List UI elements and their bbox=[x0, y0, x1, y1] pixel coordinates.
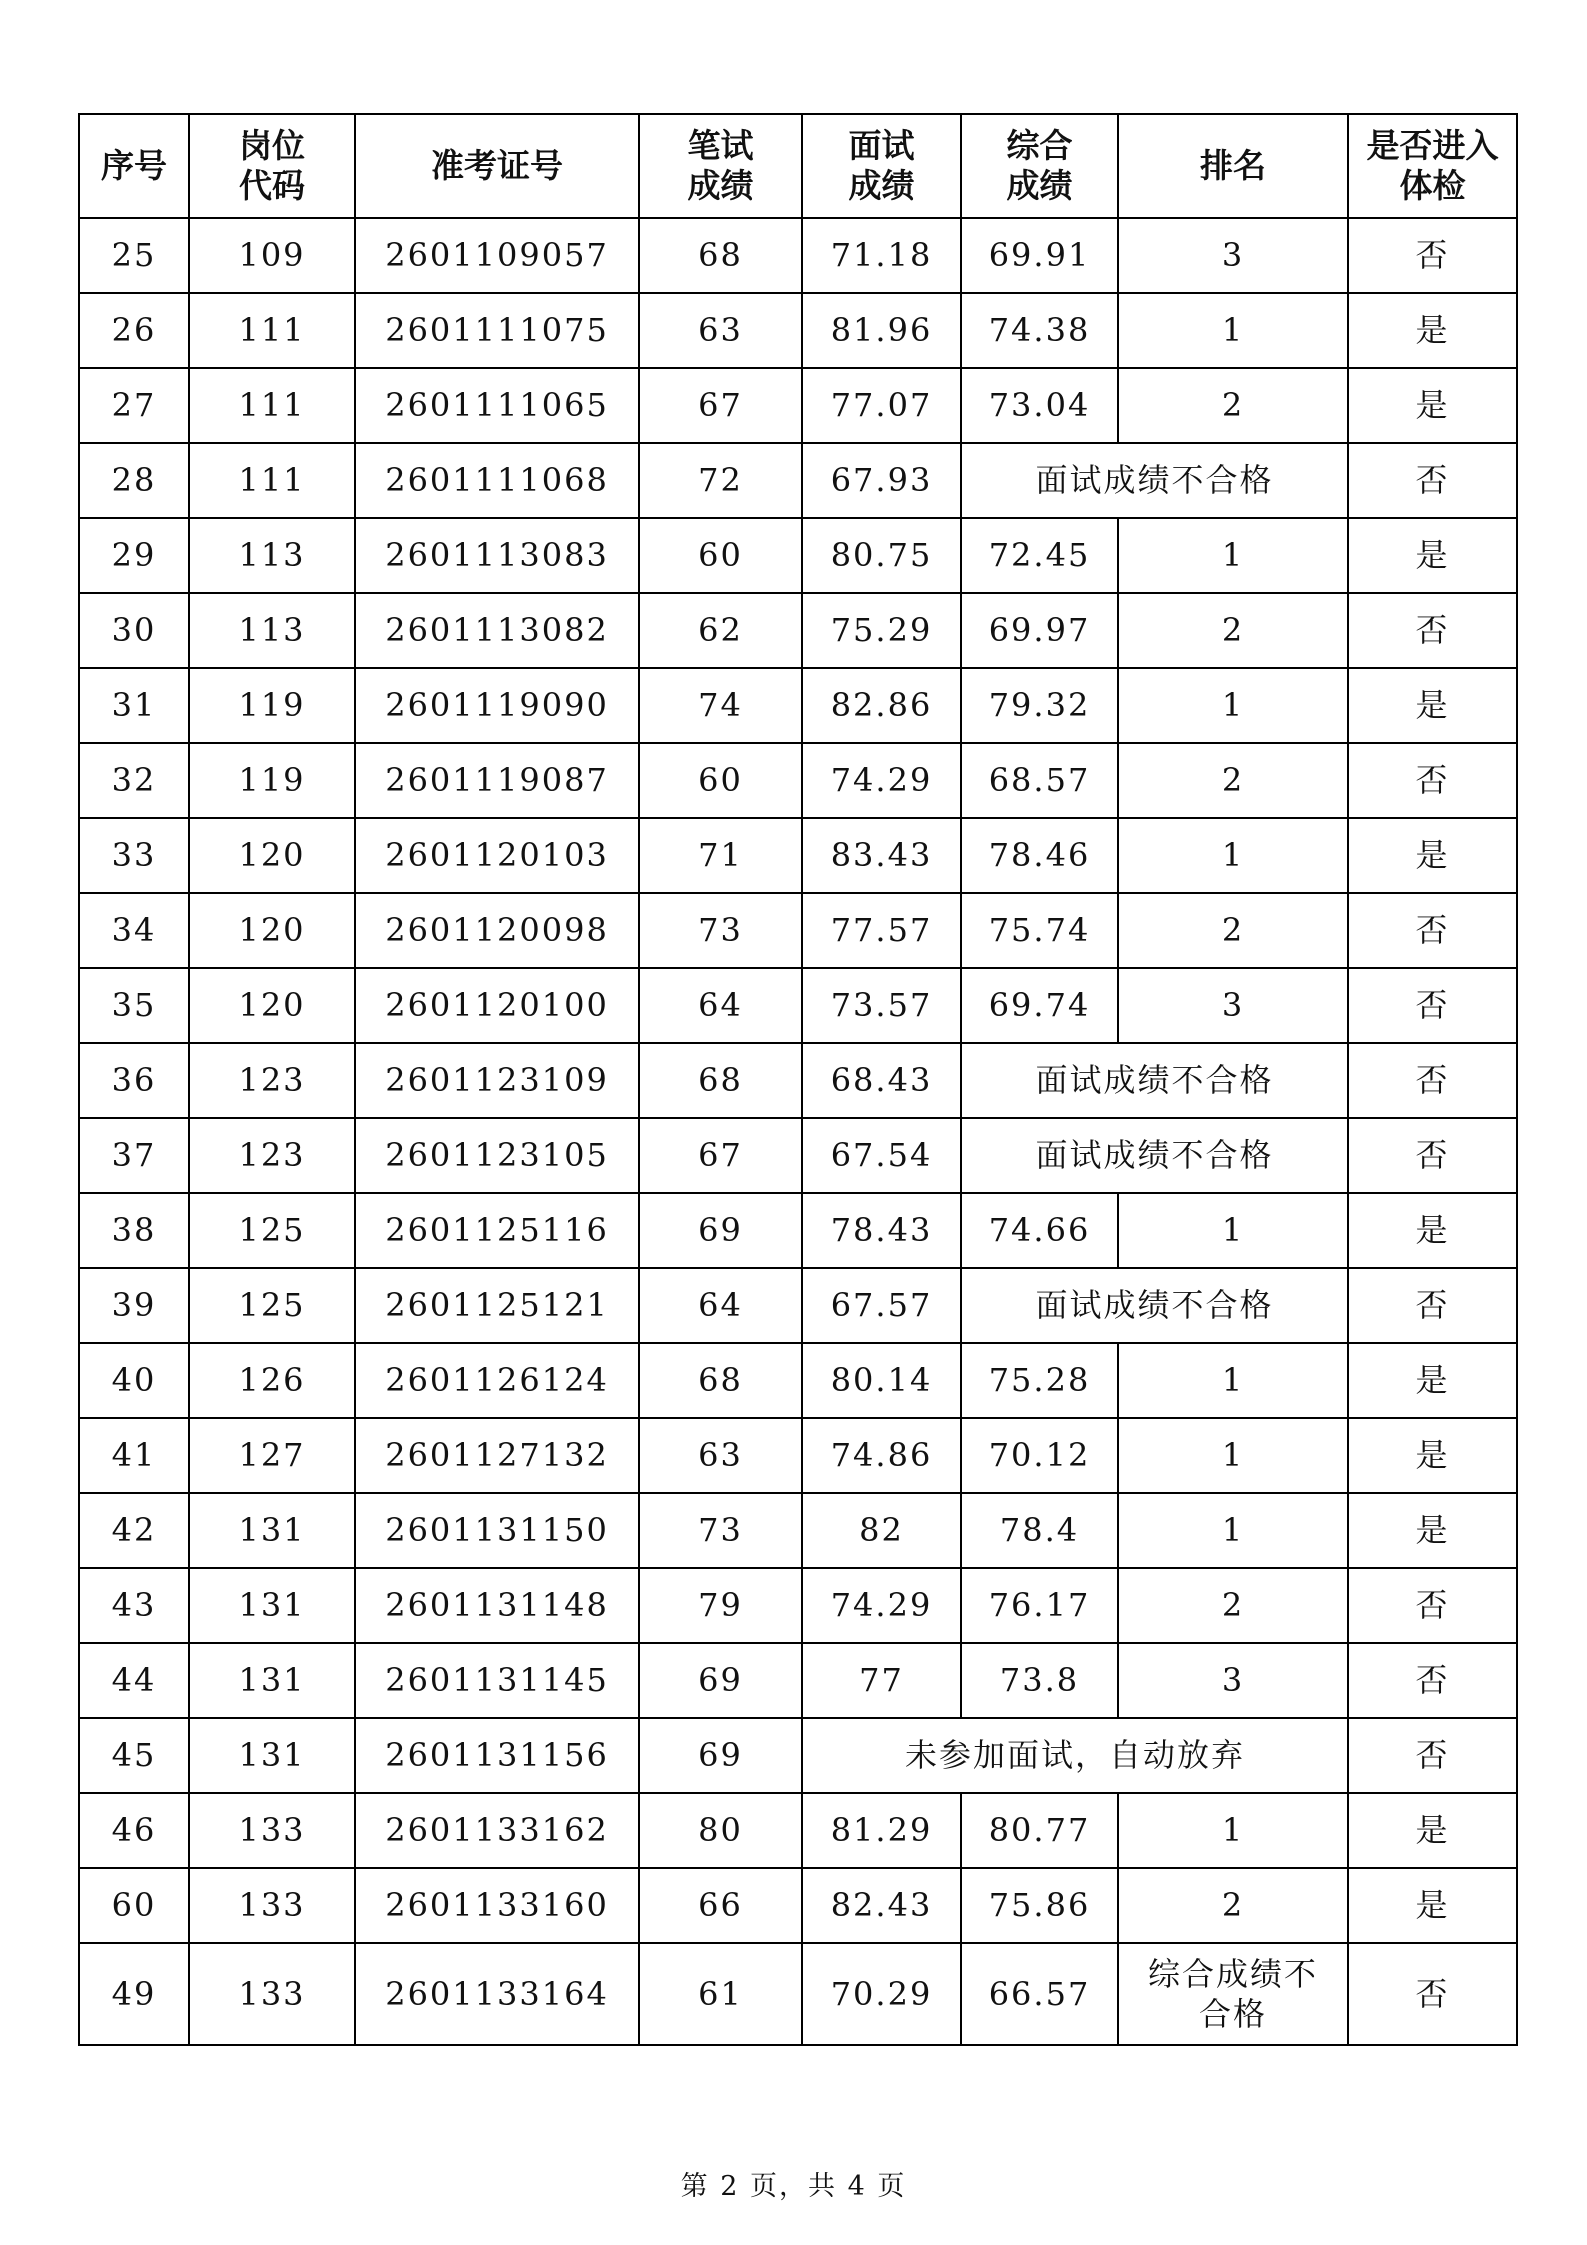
table-row bbox=[79, 1793, 1517, 1868]
cell-ticket: 2601119087 bbox=[355, 743, 639, 818]
col-total bbox=[961, 114, 1118, 218]
cell-seq: 36 bbox=[79, 1043, 189, 1118]
cell-written: 60 bbox=[639, 518, 802, 593]
cell-interview: 74.29 bbox=[802, 1568, 961, 1643]
cell-rank: 3 bbox=[1118, 1643, 1348, 1718]
cell-ticket: 2601123105 bbox=[355, 1118, 639, 1193]
cell-exam: 是 bbox=[1348, 1793, 1517, 1868]
cell-written: 63 bbox=[639, 293, 802, 368]
cell-exam: 否 bbox=[1348, 743, 1517, 818]
col-interview bbox=[802, 114, 961, 218]
table-row bbox=[79, 1043, 1517, 1118]
table-row bbox=[79, 1943, 1517, 2045]
cell-post-code: 131 bbox=[189, 1718, 355, 1793]
cell-ticket: 2601133160 bbox=[355, 1868, 639, 1943]
cell-ticket: 2601119090 bbox=[355, 668, 639, 743]
cell-seq: 25 bbox=[79, 218, 189, 293]
cell-post-code: 127 bbox=[189, 1418, 355, 1493]
cell-post-code: 131 bbox=[189, 1493, 355, 1568]
cell-interview: 80.14 bbox=[802, 1343, 961, 1418]
cell-post-code: 113 bbox=[189, 518, 355, 593]
cell-seq: 41 bbox=[79, 1418, 189, 1493]
cell-exam: 否 bbox=[1348, 593, 1517, 668]
cell-interview: 75.29 bbox=[802, 593, 961, 668]
table-row bbox=[79, 593, 1517, 668]
cell-post-code: 120 bbox=[189, 818, 355, 893]
cell-post-code: 120 bbox=[189, 968, 355, 1043]
table-row bbox=[79, 443, 1517, 518]
cell-exam: 否 bbox=[1348, 1643, 1517, 1718]
cell-exam: 是 bbox=[1348, 1418, 1517, 1493]
cell-post-code: 131 bbox=[189, 1568, 355, 1643]
table-row bbox=[79, 1568, 1517, 1643]
cell-ticket: 2601127132 bbox=[355, 1418, 639, 1493]
cell-ticket: 2601109057 bbox=[355, 218, 639, 293]
cell-post-code: 119 bbox=[189, 743, 355, 818]
cell-ticket: 2601111068 bbox=[355, 443, 639, 518]
cell-ticket: 2601120100 bbox=[355, 968, 639, 1043]
cell-interview: 81.29 bbox=[802, 1793, 961, 1868]
cell-post-code: 125 bbox=[189, 1268, 355, 1343]
cell-interview: 82.43 bbox=[802, 1868, 961, 1943]
cell-exam: 否 bbox=[1348, 893, 1517, 968]
cell-interview: 73.57 bbox=[802, 968, 961, 1043]
cell-ticket: 2601125121 bbox=[355, 1268, 639, 1343]
cell-ticket: 2601126124 bbox=[355, 1343, 639, 1418]
cell-post-code: 133 bbox=[189, 1868, 355, 1943]
cell-written: 69 bbox=[639, 1193, 802, 1268]
cell-written: 71 bbox=[639, 818, 802, 893]
cell-ticket: 2601123109 bbox=[355, 1043, 639, 1118]
table-row bbox=[79, 1418, 1517, 1493]
cell-rank: 1 bbox=[1118, 1493, 1348, 1568]
cell-ticket: 2601131156 bbox=[355, 1718, 639, 1793]
cell-seq: 33 bbox=[79, 818, 189, 893]
cell-total: 72.45 bbox=[961, 518, 1118, 593]
cell-interview: 78.43 bbox=[802, 1193, 961, 1268]
cell-seq: 45 bbox=[79, 1718, 189, 1793]
cell-exam: 是 bbox=[1348, 1343, 1517, 1418]
cell-post-code: 111 bbox=[189, 443, 355, 518]
score-table bbox=[78, 113, 1518, 2046]
cell-seq: 32 bbox=[79, 743, 189, 818]
cell-rank bbox=[1118, 1943, 1348, 2045]
cell-post-code: 111 bbox=[189, 368, 355, 443]
cell-seq: 43 bbox=[79, 1568, 189, 1643]
cell-exam: 是 bbox=[1348, 818, 1517, 893]
cell-written: 73 bbox=[639, 1493, 802, 1568]
cell-ticket: 2601111075 bbox=[355, 293, 639, 368]
cell-written: 67 bbox=[639, 1118, 802, 1193]
cell-seq: 27 bbox=[79, 368, 189, 443]
table-row bbox=[79, 1193, 1517, 1268]
cell-total: 76.17 bbox=[961, 1568, 1118, 1643]
cell-seq: 38 bbox=[79, 1193, 189, 1268]
cell-ticket: 2601133162 bbox=[355, 1793, 639, 1868]
cell-rank: 1 bbox=[1118, 1343, 1348, 1418]
cell-total: 74.38 bbox=[961, 293, 1118, 368]
cell-exam: 是 bbox=[1348, 1493, 1517, 1568]
cell-exam: 否 bbox=[1348, 1118, 1517, 1193]
cell-exam: 否 bbox=[1348, 1943, 1517, 2045]
cell-post-code: 123 bbox=[189, 1118, 355, 1193]
cell-total: 73.8 bbox=[961, 1643, 1118, 1718]
cell-exam: 是 bbox=[1348, 518, 1517, 593]
cell-interview: 71.18 bbox=[802, 218, 961, 293]
cell-interview: 82 bbox=[802, 1493, 961, 1568]
cell-exam: 是 bbox=[1348, 1193, 1517, 1268]
cell-rank: 1 bbox=[1118, 518, 1348, 593]
col-interview-line2: 成绩 bbox=[848, 166, 915, 205]
cell-ticket: 2601131145 bbox=[355, 1643, 639, 1718]
cell-post-code: 120 bbox=[189, 893, 355, 968]
cell-interview: 83.43 bbox=[802, 818, 961, 893]
cell-rank: 3 bbox=[1118, 968, 1348, 1043]
cell-written: 74 bbox=[639, 668, 802, 743]
cell-written: 64 bbox=[639, 968, 802, 1043]
table-row bbox=[79, 1718, 1517, 1793]
cell-total: 69.74 bbox=[961, 968, 1118, 1043]
cell-ticket: 2601120098 bbox=[355, 893, 639, 968]
cell-total: 80.77 bbox=[961, 1793, 1118, 1868]
cell-written: 61 bbox=[639, 1943, 802, 2045]
cell-seq: 60 bbox=[79, 1868, 189, 1943]
cell-total: 75.74 bbox=[961, 893, 1118, 968]
cell-written: 60 bbox=[639, 743, 802, 818]
cell-written: 69 bbox=[639, 1718, 802, 1793]
cell-post-code: 133 bbox=[189, 1943, 355, 2045]
table-row bbox=[79, 1868, 1517, 1943]
cell-rank: 1 bbox=[1118, 1193, 1348, 1268]
cell-rank: 2 bbox=[1118, 368, 1348, 443]
cell-post-code: 126 bbox=[189, 1343, 355, 1418]
header-row bbox=[79, 114, 1517, 218]
cell-written: 80 bbox=[639, 1793, 802, 1868]
col-exam bbox=[1348, 114, 1517, 218]
cell-exam: 否 bbox=[1348, 1043, 1517, 1118]
cell-post-code: 119 bbox=[189, 668, 355, 743]
cell-total: 69.91 bbox=[961, 218, 1118, 293]
table-row bbox=[79, 218, 1517, 293]
cell-total: 75.28 bbox=[961, 1343, 1118, 1418]
cell-ticket: 2601125116 bbox=[355, 1193, 639, 1268]
cell-rank: 2 bbox=[1118, 1868, 1348, 1943]
cell-total: 78.46 bbox=[961, 818, 1118, 893]
cell-total: 68.57 bbox=[961, 743, 1118, 818]
cell-seq: 42 bbox=[79, 1493, 189, 1568]
cell-seq: 34 bbox=[79, 893, 189, 968]
table-row bbox=[79, 1493, 1517, 1568]
table-row bbox=[79, 1343, 1517, 1418]
col-post-code bbox=[189, 114, 355, 218]
cell-interview: 67.54 bbox=[802, 1118, 961, 1193]
cell-written: 68 bbox=[639, 1043, 802, 1118]
cell-exam: 否 bbox=[1348, 968, 1517, 1043]
cell-rank: 2 bbox=[1118, 1568, 1348, 1643]
cell-exam: 否 bbox=[1348, 1718, 1517, 1793]
cell-seq: 40 bbox=[79, 1343, 189, 1418]
cell-exam: 是 bbox=[1348, 1868, 1517, 1943]
col-seq: 序号 bbox=[79, 114, 189, 218]
col-interview-line1: 面试 bbox=[848, 126, 915, 166]
cell-seq: 31 bbox=[79, 668, 189, 743]
col-written bbox=[639, 114, 802, 218]
table-body bbox=[79, 218, 1517, 2045]
cell-total: 75.86 bbox=[961, 1868, 1118, 1943]
cell-exam: 是 bbox=[1348, 668, 1517, 743]
cell-ticket: 2601131150 bbox=[355, 1493, 639, 1568]
cell-written: 79 bbox=[639, 1568, 802, 1643]
table-row bbox=[79, 668, 1517, 743]
cell-interview: 80.75 bbox=[802, 518, 961, 593]
cell-interview: 74.86 bbox=[802, 1418, 961, 1493]
table-row bbox=[79, 518, 1517, 593]
cell-post-code: 133 bbox=[189, 1793, 355, 1868]
cell-interview: 77.57 bbox=[802, 893, 961, 968]
table-row bbox=[79, 968, 1517, 1043]
cell-seq: 29 bbox=[79, 518, 189, 593]
cell-seq: 49 bbox=[79, 1943, 189, 2045]
table-row bbox=[79, 743, 1517, 818]
table-row bbox=[79, 1118, 1517, 1193]
table-row bbox=[79, 1643, 1517, 1718]
cell-interview: 74.29 bbox=[802, 743, 961, 818]
cell-seq: 37 bbox=[79, 1118, 189, 1193]
cell-rank-text: 综合成绩不合格 bbox=[1147, 1955, 1318, 2033]
cell-total: 70.12 bbox=[961, 1418, 1118, 1493]
cell-interview: 81.96 bbox=[802, 293, 961, 368]
cell-rank: 2 bbox=[1118, 743, 1348, 818]
col-written-line1: 笔试 bbox=[687, 126, 754, 166]
cell-seq: 35 bbox=[79, 968, 189, 1043]
cell-seq: 30 bbox=[79, 593, 189, 668]
col-post-code-line1: 岗位 bbox=[239, 126, 305, 166]
col-post-code-line2: 代码 bbox=[239, 166, 305, 205]
cell-rank: 2 bbox=[1118, 593, 1348, 668]
table-row bbox=[79, 368, 1517, 443]
cell-written: 63 bbox=[639, 1418, 802, 1493]
cell-ticket: 2601120103 bbox=[355, 818, 639, 893]
cell-ticket: 2601131148 bbox=[355, 1568, 639, 1643]
cell-written: 62 bbox=[639, 593, 802, 668]
cell-rank: 1 bbox=[1118, 293, 1348, 368]
cell-total: 74.66 bbox=[961, 1193, 1118, 1268]
cell-exam: 是 bbox=[1348, 368, 1517, 443]
cell-fail-note: 面试成绩不合格 bbox=[961, 1043, 1348, 1118]
cell-rank: 1 bbox=[1118, 1418, 1348, 1493]
cell-total: 69.97 bbox=[961, 593, 1118, 668]
cell-post-code: 109 bbox=[189, 218, 355, 293]
cell-seq: 26 bbox=[79, 293, 189, 368]
cell-total: 79.32 bbox=[961, 668, 1118, 743]
cell-interview: 82.86 bbox=[802, 668, 961, 743]
cell-ticket: 2601111065 bbox=[355, 368, 639, 443]
col-exam-line2: 体检 bbox=[1399, 166, 1466, 205]
cell-exam: 否 bbox=[1348, 218, 1517, 293]
cell-rank: 3 bbox=[1118, 218, 1348, 293]
cell-seq: 28 bbox=[79, 443, 189, 518]
cell-post-code: 131 bbox=[189, 1643, 355, 1718]
table-row bbox=[79, 818, 1517, 893]
cell-ticket: 2601113082 bbox=[355, 593, 639, 668]
cell-interview: 77.07 bbox=[802, 368, 961, 443]
cell-interview: 68.43 bbox=[802, 1043, 961, 1118]
cell-post-code: 113 bbox=[189, 593, 355, 668]
cell-absent-note: 未参加面试，自动放弃 bbox=[802, 1718, 1348, 1793]
col-total-line1: 综合 bbox=[1006, 126, 1073, 166]
cell-rank: 1 bbox=[1118, 668, 1348, 743]
col-exam-line1: 是否进入 bbox=[1366, 126, 1499, 166]
cell-exam: 否 bbox=[1348, 443, 1517, 518]
cell-exam: 否 bbox=[1348, 1268, 1517, 1343]
cell-total: 73.04 bbox=[961, 368, 1118, 443]
table-row bbox=[79, 293, 1517, 368]
cell-fail-note: 面试成绩不合格 bbox=[961, 443, 1348, 518]
cell-rank: 1 bbox=[1118, 818, 1348, 893]
table-row bbox=[79, 893, 1517, 968]
cell-written: 68 bbox=[639, 218, 802, 293]
cell-written: 69 bbox=[639, 1643, 802, 1718]
cell-interview: 77 bbox=[802, 1643, 961, 1718]
cell-interview: 67.93 bbox=[802, 443, 961, 518]
cell-fail-note: 面试成绩不合格 bbox=[961, 1118, 1348, 1193]
cell-exam: 是 bbox=[1348, 293, 1517, 368]
cell-rank: 1 bbox=[1118, 1793, 1348, 1868]
cell-rank: 2 bbox=[1118, 893, 1348, 968]
cell-post-code: 123 bbox=[189, 1043, 355, 1118]
col-rank: 排名 bbox=[1118, 114, 1348, 218]
table-row bbox=[79, 1268, 1517, 1343]
cell-written: 73 bbox=[639, 893, 802, 968]
cell-seq: 39 bbox=[79, 1268, 189, 1343]
cell-ticket: 2601133164 bbox=[355, 1943, 639, 2045]
col-total-line2: 成绩 bbox=[1006, 166, 1073, 205]
cell-written: 66 bbox=[639, 1868, 802, 1943]
cell-total: 78.4 bbox=[961, 1493, 1118, 1568]
page-footer: 第 2 页，共 4 页 bbox=[680, 2171, 907, 2202]
col-ticket: 准考证号 bbox=[355, 114, 639, 218]
cell-seq: 46 bbox=[79, 1793, 189, 1868]
cell-interview: 67.57 bbox=[802, 1268, 961, 1343]
cell-written: 68 bbox=[639, 1343, 802, 1418]
cell-interview: 70.29 bbox=[802, 1943, 961, 2045]
cell-post-code: 111 bbox=[189, 293, 355, 368]
cell-written: 64 bbox=[639, 1268, 802, 1343]
cell-written: 67 bbox=[639, 368, 802, 443]
cell-seq: 44 bbox=[79, 1643, 189, 1718]
cell-exam: 否 bbox=[1348, 1568, 1517, 1643]
cell-written: 72 bbox=[639, 443, 802, 518]
cell-fail-note: 面试成绩不合格 bbox=[961, 1268, 1348, 1343]
cell-post-code: 125 bbox=[189, 1193, 355, 1268]
col-written-line2: 成绩 bbox=[687, 166, 754, 205]
cell-total: 66.57 bbox=[961, 1943, 1118, 2045]
cell-ticket: 2601113083 bbox=[355, 518, 639, 593]
